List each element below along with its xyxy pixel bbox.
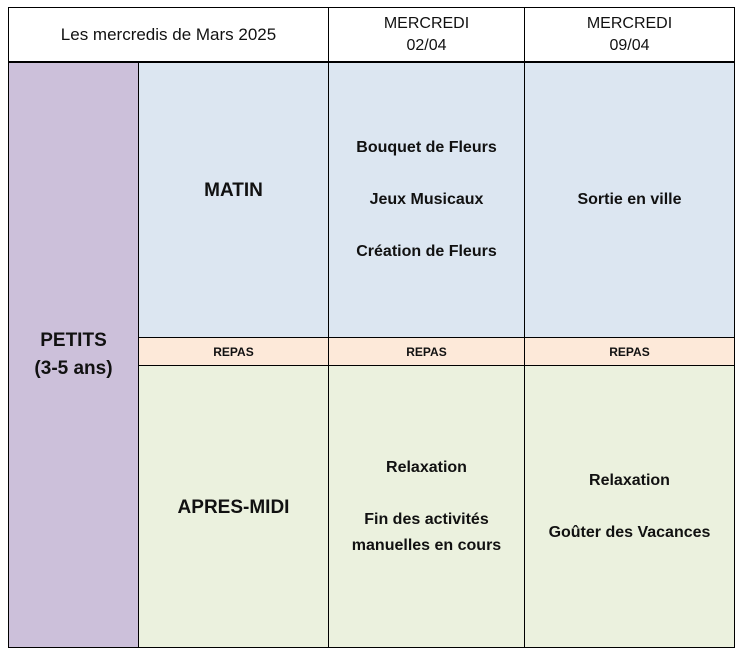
header-day-col1: MERCREDI [383, 15, 470, 32]
afternoon-col1-cell [329, 366, 524, 647]
afternoon-activity: Relaxation [386, 459, 467, 476]
lunch-col1: REPAS [406, 344, 447, 359]
border-col1-left [328, 7, 329, 648]
border-left [8, 7, 9, 648]
header-date-col1 [329, 8, 524, 62]
group-age: (3-5 ans) [34, 358, 113, 379]
border-col2-left [524, 7, 525, 648]
morning-activity: Bouquet de Fleurs [356, 139, 497, 156]
morning-activity: Création de Fleurs [356, 243, 497, 260]
lunch-label: REPAS [213, 344, 254, 359]
afternoon-activity: manuelles en cours [351, 537, 502, 554]
afternoon-label: APRES-MIDI [177, 497, 290, 518]
border-group-right [138, 62, 139, 648]
afternoon-activity: Fin des activités [364, 511, 489, 528]
lunch-col2-cell [525, 338, 734, 365]
schedule-title: Les mercredis de Mars 2025 [60, 25, 277, 44]
header-date-col2-text: 09/04 [609, 37, 650, 54]
afternoon-label-cell [139, 366, 328, 647]
morning-activity: Jeux Musicaux [369, 191, 484, 208]
border-top [8, 7, 735, 8]
border-header-bottom [8, 61, 735, 63]
morning-label: MATIN [204, 180, 263, 201]
lunch-col2: REPAS [609, 344, 650, 359]
header-title-cell [9, 8, 328, 62]
border-right [734, 7, 735, 648]
morning-col1-cell [329, 63, 524, 337]
header-day-col2: MERCREDI [586, 15, 673, 32]
border-bottom [8, 647, 735, 648]
header-date-col1-text: 02/04 [406, 37, 447, 54]
afternoon-col2-cell [525, 366, 734, 647]
group-cell [9, 63, 138, 647]
lunch-col1-cell [329, 338, 524, 365]
morning-label-cell [139, 63, 328, 337]
group-name: PETITS [40, 330, 107, 351]
afternoon-activity: Goûter des Vacances [548, 524, 711, 541]
border-morning-bottom [138, 337, 735, 338]
morning-activity: Sortie en ville [577, 191, 682, 208]
morning-col2-cell [525, 63, 734, 337]
afternoon-activity: Relaxation [589, 472, 670, 489]
header-date-col2 [525, 8, 734, 62]
border-lunch-bottom [138, 365, 735, 366]
lunch-label-cell [139, 338, 328, 365]
